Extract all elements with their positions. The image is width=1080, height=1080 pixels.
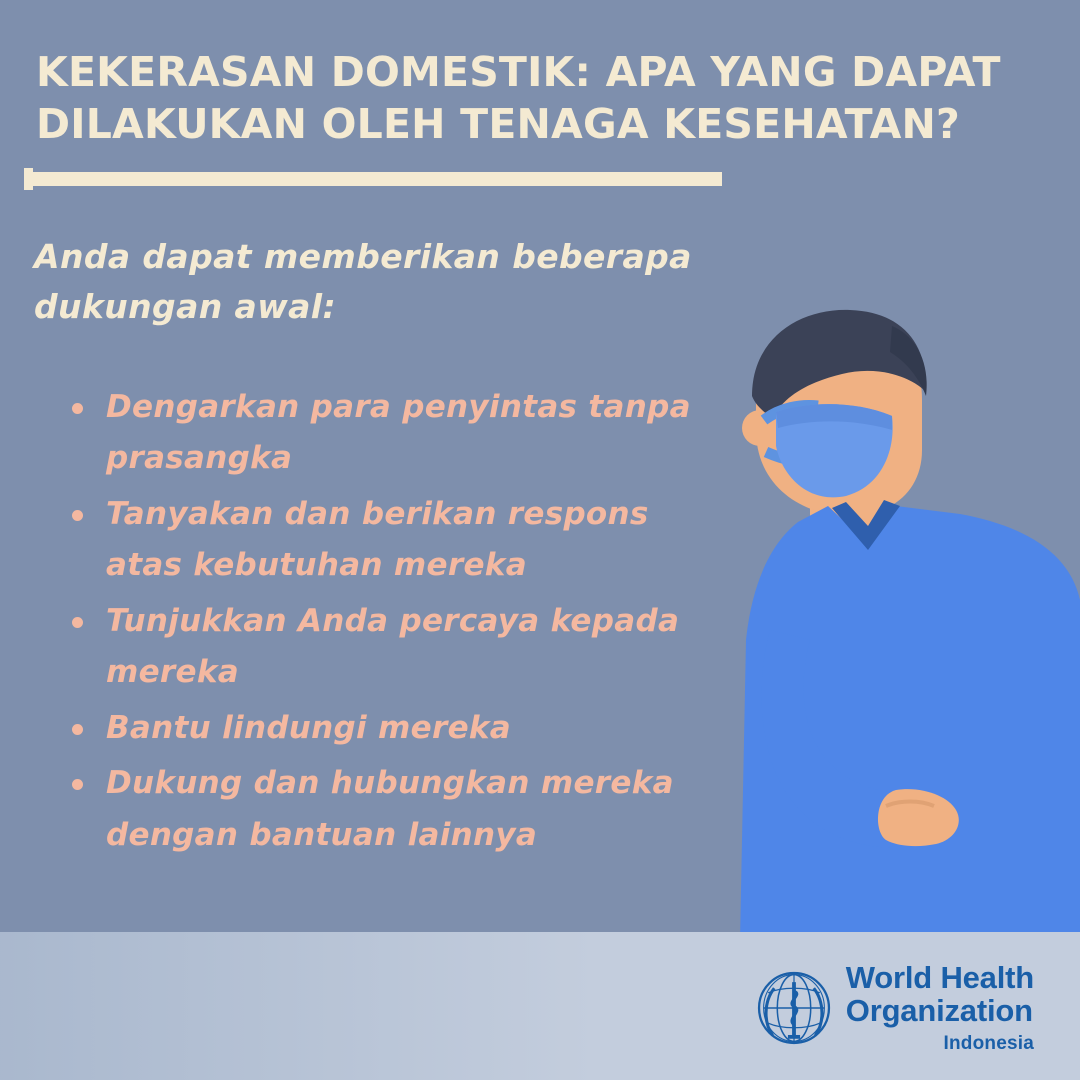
- list-item: Dukung dan hubungkan mereka dengan bantuan lainnya: [64, 758, 724, 861]
- list-item: Dengarkan para penyintas tanpa prasangka: [64, 382, 724, 485]
- who-logo-line1: World Health: [845, 960, 1034, 996]
- page-title: KEKERASAN DOMESTIK: APA YANG DAPAT DILAKUKAN OLEH TENAGA KESEHATAN?: [36, 48, 1001, 149]
- who-logo: [756, 962, 1034, 1054]
- advice-list: [64, 382, 724, 865]
- intro-text: Anda dapat memberikan beberapa dukungan awal:: [34, 237, 692, 326]
- list-item: Tanyakan dan berikan respons atas kebutuhan mereka: [64, 489, 724, 592]
- who-emblem-icon: [756, 970, 832, 1046]
- title-rule: [32, 172, 722, 186]
- list-item: Bantu lindungi mereka: [64, 703, 724, 754]
- who-logo-text: [846, 962, 1034, 1054]
- who-logo-line2: Organization: [845, 993, 1033, 1029]
- who-logo-country: Indonesia: [943, 1032, 1034, 1054]
- list-item: Tunjukkan Anda percaya kepada mereka: [64, 596, 724, 699]
